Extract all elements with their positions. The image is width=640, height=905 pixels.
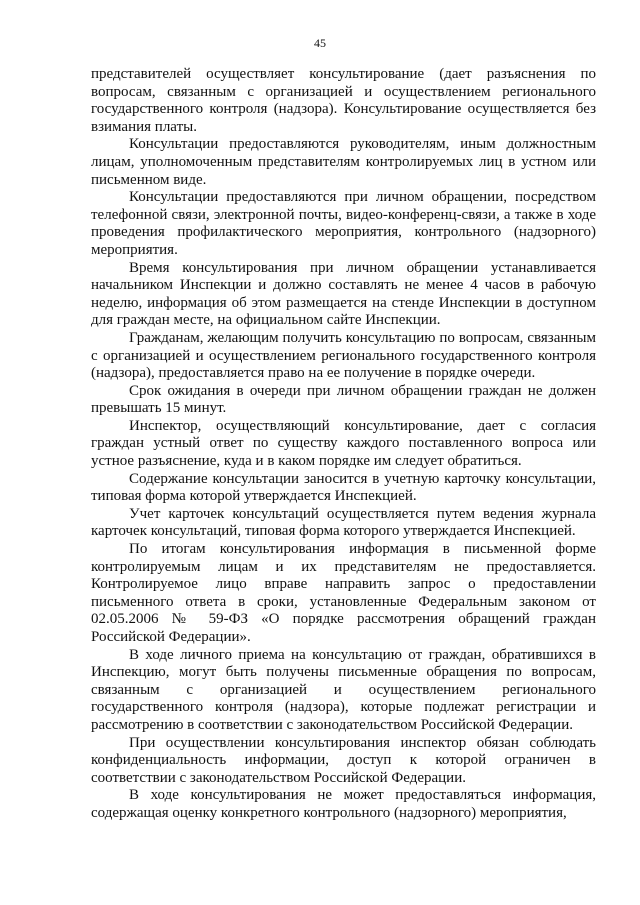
document-body <box>91 66 596 823</box>
paragraph: Консультации предоставляются руководителям, иным должностным лицам, уполномоченным представителям контролируемых лиц в устном или письменном виде. <box>91 136 596 188</box>
paragraph: В ходе консультирования не может предоставляться информация, содержащая оценку конкретного контрольного (надзорного) мероприятия, <box>91 787 596 821</box>
paragraph: Консультации предоставляются при личном обращении, посредством телефонной связи, электронной почты, видео-конференц-связи, а также в ходе проведения профилактического мероприятия, контрольного (надзорного) мероприятия. <box>91 189 596 258</box>
paragraph: Содержание консультации заносится в учетную карточку консультации, типовая форма которой утверждается Инспекцией. <box>91 470 596 505</box>
paragraph: Время консультирования при личном обращении устанавливается начальником Инспекции и должно составлять не менее 4 часов в рабочую неделю, информация об этом размещается на стенде Инспекции в доступном для граждан месте, на официальном сайте Инспекции. <box>91 259 596 329</box>
paragraph-continuation: представителей осуществляет консультирование (дает разъяснения по вопросам, связанным с организацией и осуществлением регионального государственного контроля (надзора). Консультирование осуществляется без взимания платы. <box>91 66 596 135</box>
page-number: 45 <box>314 36 326 50</box>
paragraph: Срок ожидания в очереди при личном обращении граждан не должен превышать 15 минут. <box>91 382 596 417</box>
paragraph: В ходе личного приема на консультацию от граждан, обратившихся в Инспекцию, могут быть получены письменные обращения по вопросам, связанным с организацией и осуществлением регионального государственного контроля (надзора), которые подлежат регистрации и рассмотрению в соответствии с законодательством Российской Федерации. <box>91 646 596 733</box>
paragraph: Инспектор, осуществляющий консультирование, дает с согласия граждан устный ответ по существу каждого поставленного вопроса или устное разъяснение, куда и в каком порядке им следует обратиться. <box>91 417 596 470</box>
paragraph: Гражданам, желающим получить консультацию по вопросам, связанным с организацией и осуществлением регионального государственного контроля (надзора), предоставляется право на ее получение в порядке очереди. <box>91 329 596 382</box>
paragraph: Учет карточек консультаций осуществляется путем ведения журнала карточек консультаций, типовая форма которого утверждается Инспекцией. <box>91 505 596 540</box>
paragraph: При осуществлении консультирования инспектор обязан соблюдать конфиденциальность информации, доступ к которой ограничен в соответствии с законодательством Российской Федерации. <box>91 734 596 786</box>
paragraph: По итогам консультирования информация в письменной форме контролируемым лицам и их представителям не предоставляется. Контролируемое лицо вправе направить запрос о предоставлении письменного ответа в сроки, установленные Федеральным законом от 02.05.2006 № 59-ФЗ «О порядке рассмотрения обращений граждан Российской Федерации». <box>91 541 596 645</box>
